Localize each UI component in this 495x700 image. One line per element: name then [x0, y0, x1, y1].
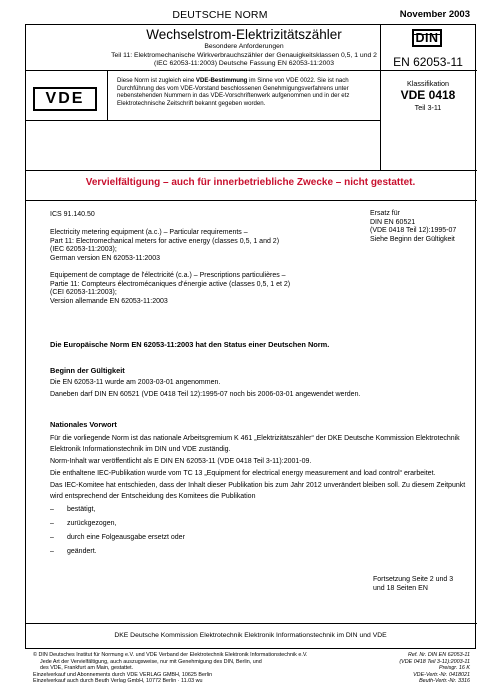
header-divider-vertical: [380, 24, 381, 170]
reference-block: Ref. Nr. DIN EN 62053-11 (VDE 0418 Teil 3-11):2003-11 Preisgr. 16 K VDE-Vertr.-Nr. 0418021 Beuth-Vertr.-Nr. 3316: [399, 652, 470, 684]
national-foreword-section: [50, 420, 470, 561]
validity-heading: Beginn der Gültigkeit: [50, 366, 125, 375]
reproduction-warning: Vervielfältigung – auch für innerbetriebliche Zwecke – nicht gestattet.: [85, 177, 416, 188]
validity-text-2: Daneben darf DIN EN 60521 (VDE 0418 Teil 12):1995-07 noch bis 2006-03-01 angewendet werden.: [50, 391, 361, 399]
publication-date: November 2003: [399, 9, 470, 20]
en-standard-number: EN 62053-11: [393, 55, 463, 69]
list-item: – bestätigt,: [50, 505, 470, 515]
logo-divider-vertical: [107, 70, 108, 120]
foreword-text-4: Das IEC-Komitee hat entschieden, dass der Inhalt dieser Publikation bis zum Jahr 2012 unverändert bleiben soll. Zu diesem Zeitpunkt wird entsprechend der Entscheidung des Komitees die Publikation: [50, 482, 466, 500]
continuation-note: Fortsetzung Seite 2 und 3 und 18 Seiten EN: [373, 576, 454, 592]
document-title: Wechselstrom-Elektrizitätszähler: [146, 27, 342, 42]
english-title: Electricity metering equipment (a.c.) – Particular requirements – Part 11: Electromechanical meters for active energy (classes 0,5, 1 and 2) (IEC 62053-11:2003); German version EN 62053-11:2003: [50, 229, 280, 262]
classification-block: [383, 79, 473, 112]
french-title: Equipement de comptage de l'électricité (c.a.) – Prescriptions particulières – Partie 11: Compteurs électromécaniques d'énergie active (classes 0,5, 1 et 2) (CEI 62053-11:2003); Version allemande EN 62053-11:2003: [50, 271, 291, 305]
replacement-note: Ersatz für DIN EN 60521 (VDE 0418 Teil 12):1995-07 Siehe Beginn der Gültigkeit: [370, 210, 457, 243]
list-item: – geändert.: [50, 547, 470, 557]
list-item: – durch eine Folgeausgabe ersetzt oder: [50, 533, 470, 543]
vde-note-bold: VDE-Bestimmung: [195, 77, 248, 84]
title-reference: (IEC 62053-11:2003) Deutsche Fassung EN 62053-11:2003: [154, 60, 334, 68]
vde-note-prefix: Diese Norm ist zugleich eine: [117, 77, 196, 84]
dke-line: DKE Deutsche Kommission Elektrotechnik Elektronik Informationstechnik im DIN und VDE: [114, 632, 387, 639]
ics-code: ICS 91.140.50: [50, 211, 95, 218]
classification-part: Teil 3-11: [414, 103, 442, 112]
list-item: – zurückgezogen,: [50, 519, 470, 529]
vde-logo: VDE: [33, 87, 97, 111]
title-part: Teil 11: Elektromechanische Wirkverbrauchszähler der Genauigkeitsklassen 0,5, 1 und 2: [111, 51, 377, 59]
status-statement: Die Europäische Norm EN 62053-11:2003 hat den Status einer Deutschen Norm.: [50, 340, 330, 349]
din-logo: [412, 29, 442, 47]
foreword-text-3: Die enthaltene IEC-Publikation wurde vom TC 13 „Equipment for electrical energy measurement and load control“ erarbeitet.: [50, 470, 436, 478]
din-logo-text: DIN: [415, 31, 439, 45]
copyright-notice: © DIN Deutsches Institut für Normung e.V. und VDE Verband der Elektrotechnik Elektronik Informationstechnik e.V. Jede Art der Vervielfältigung, auch auszugsweise, nur mit Genehmigung des DIN, Berlin, und des VDE, Frankfurt am Main, gestattet. Einzelverkauf und Abonnements durch VDE VERLAG GMBH, 10625 Berlin Einzelverkauf auch durch Beuth Verlag GmbH, 10772 Berlin · 11.03 wu: [33, 652, 308, 684]
vde-block-divider: [25, 120, 381, 121]
footer-divider: [25, 623, 477, 624]
title-block: [108, 27, 380, 69]
validity-section: [50, 366, 470, 402]
title-subtitle: Besondere Anforderungen: [204, 43, 284, 50]
vde-note: [117, 77, 379, 107]
din-logo-bar: [414, 34, 440, 35]
vde-note-rest: im Sinne von VDE 0022. Sie ist nach Durchführung des vom VDE-Vorstand beschlossenen Genehmigungsverfahrens unter nebenstehenden Nummern in das VDE-Vorschriftenwerk aufgenommen und in der etz Elektrotechnische Zeitschrift bekannt gegeben worden.: [117, 77, 350, 107]
foreword-options-list: [50, 505, 470, 557]
foreword-text-2: Norm-Inhalt war veröffentlicht als E DIN EN 62053-11 (VDE 0418 Teil 3-11):2001-09.: [50, 457, 312, 465]
foreword-text-1: Für die vorliegende Norm ist das nationale Arbeitsgremium K 461 „Elektrizitätszähler“ der DKE Deutsche Kommission Elektrotechnik Elektronik Informationstechnik im DIN und VDE zuständig.: [50, 435, 460, 453]
warning-bottom-divider: [25, 200, 477, 201]
classification-vde-number: VDE 0418: [400, 88, 456, 102]
warning-top-divider: [25, 170, 477, 171]
classification-label: Klassifikation: [407, 79, 449, 88]
validity-text-1: Die EN 62053-11 wurde am 2003-03-01 angenommen.: [50, 378, 221, 386]
header-divider-horizontal: [25, 70, 477, 71]
translated-titles: [50, 229, 350, 315]
norm-type-label: DEUTSCHE NORM: [172, 9, 268, 21]
foreword-heading: Nationales Vorwort: [50, 420, 117, 429]
